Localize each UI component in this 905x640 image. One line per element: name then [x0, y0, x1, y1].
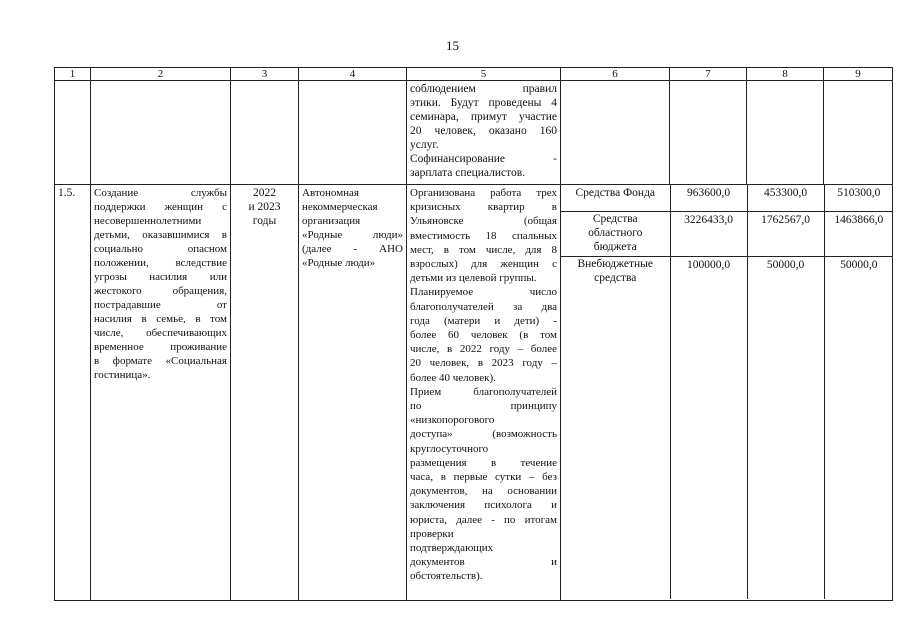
- funding-2022: 453300,0: [747, 185, 824, 211]
- name-line: насилия в семье, в том: [94, 313, 227, 325]
- result-line: числе, в 2022 году – более: [410, 343, 557, 356]
- org-line: «Родные люди»: [302, 257, 376, 269]
- result-line: более 40 человек).: [410, 371, 496, 384]
- years-cell: [231, 185, 299, 601]
- name-line: Создание службы: [94, 187, 227, 199]
- result-line: Планируемое число: [410, 286, 557, 299]
- funding-row: [561, 211, 893, 256]
- continuation-line: семинара, примут участие: [410, 111, 557, 123]
- organization-cell: [299, 185, 407, 601]
- header-row: [55, 68, 893, 81]
- program-table: [54, 67, 893, 601]
- org-line: (далее - АНО: [302, 243, 403, 255]
- row-1-5: [55, 185, 893, 601]
- name-line: угрозы насилия или: [94, 271, 227, 283]
- result-line: размещения в течение: [410, 456, 557, 469]
- result-line: «низкопорогового: [410, 414, 495, 427]
- continuation-line: этики. Будут проведены 4: [410, 97, 557, 109]
- continuation-row: [55, 81, 893, 185]
- result-line: взрослых) для женщин с: [410, 258, 557, 271]
- name-line: положении, вследствие: [94, 257, 227, 269]
- header-col-5: 5: [407, 68, 561, 81]
- result-line: проверки: [410, 527, 454, 540]
- name-line: в формате «Социальная: [94, 355, 227, 367]
- header-col-6: 6: [561, 68, 670, 81]
- header-col-3: 3: [231, 68, 299, 81]
- name-line: числе, обеспечивающих: [94, 327, 227, 339]
- funding-table: [561, 185, 893, 599]
- funding-cell: [561, 185, 893, 601]
- name-line: гостиница».: [94, 369, 151, 381]
- result-line: благополучателей за два: [410, 300, 557, 313]
- row-number: 1.5.: [55, 185, 91, 601]
- continuation-line: соблюдением правил: [410, 83, 557, 95]
- funding-row: [561, 185, 893, 211]
- funding-2022: 1762567,0: [747, 211, 824, 256]
- header-col-4: 4: [299, 68, 407, 81]
- header-col-9: 9: [824, 68, 893, 81]
- result-line: обстоятельств).: [410, 570, 483, 583]
- name-line: несовершеннолетними: [94, 215, 202, 227]
- result-line: заключения психолога и: [410, 499, 557, 512]
- funding-2022: 50000,0: [747, 256, 824, 599]
- header-col-2: 2: [91, 68, 231, 81]
- funding-total: 963600,0: [670, 185, 747, 211]
- years-line: и 2023: [248, 201, 281, 213]
- result-line: документов и: [410, 556, 557, 569]
- result-line: доступа» (возможность: [410, 428, 557, 441]
- org-line: некоммерческая: [302, 201, 378, 213]
- header-col-7: 7: [670, 68, 747, 81]
- funding-total: 100000,0: [670, 256, 747, 599]
- result-line: подтверждающих: [410, 542, 494, 555]
- result-line: по принципу: [410, 400, 557, 413]
- org-line: организация: [302, 215, 361, 227]
- result-line: мест, в том числе, для 8: [410, 243, 557, 256]
- result-line: детьми из целевой группы.: [410, 272, 537, 285]
- result-line: документов, на основании: [410, 485, 557, 498]
- result-line: Прием благополучателей: [410, 385, 557, 398]
- name-line: детьми, оказавшимися в: [94, 229, 227, 241]
- result-line: кризисных квартир в: [410, 201, 557, 214]
- continuation-line: зарплата специалистов.: [410, 167, 526, 179]
- funding-2023: 510300,0: [824, 185, 893, 211]
- continuation-line: услуг.: [410, 139, 439, 151]
- funding-row: [561, 256, 893, 599]
- years-line: 2022: [253, 187, 276, 199]
- name-line: временное проживание: [94, 341, 227, 353]
- funding-2023: 1463866,0: [824, 211, 893, 256]
- result-line: Организована работа трех: [410, 187, 557, 199]
- measure-name-cell: [91, 185, 231, 601]
- result-line: 20 человек, в 2023 году –: [410, 357, 557, 370]
- result-line: юриста, далее - по итогам: [410, 513, 557, 526]
- result-line: Ульяновске (общая: [410, 215, 557, 228]
- name-line: жестокого обращения,: [94, 285, 227, 297]
- continuation-line: Софинансирование -: [410, 153, 557, 165]
- result-line: часа, в первые сутки – без: [410, 471, 557, 484]
- funding-source: Внебюджетные средства: [561, 256, 670, 599]
- page-number: 15: [446, 38, 459, 53]
- result-line: круглосуточного: [410, 442, 489, 455]
- header-col-1: 1: [55, 68, 91, 81]
- continuation-line: 20 человек, оказано 160: [410, 125, 557, 137]
- years-line: годы: [252, 215, 277, 227]
- funding-source: Средства Фонда: [561, 185, 670, 211]
- org-line: Автономная: [302, 187, 359, 199]
- org-line: «Родные люди»: [302, 229, 403, 241]
- result-line: вместимость 18 спальных: [410, 229, 557, 242]
- name-line: социально опасном: [94, 243, 227, 255]
- result-line: года (матери и дети) -: [410, 314, 557, 327]
- funding-source: Средства областного бюджета: [561, 211, 670, 256]
- funding-total: 3226433,0: [670, 211, 747, 256]
- header-col-8: 8: [747, 68, 824, 81]
- continuation-result-cell: [407, 81, 561, 185]
- result-line: более 60 человек (в том: [410, 329, 557, 342]
- name-line: поддержки женщин с: [94, 201, 227, 213]
- result-cell: [407, 185, 561, 601]
- funding-2023: 50000,0: [840, 258, 878, 271]
- name-line: пострадавшие от: [94, 299, 227, 311]
